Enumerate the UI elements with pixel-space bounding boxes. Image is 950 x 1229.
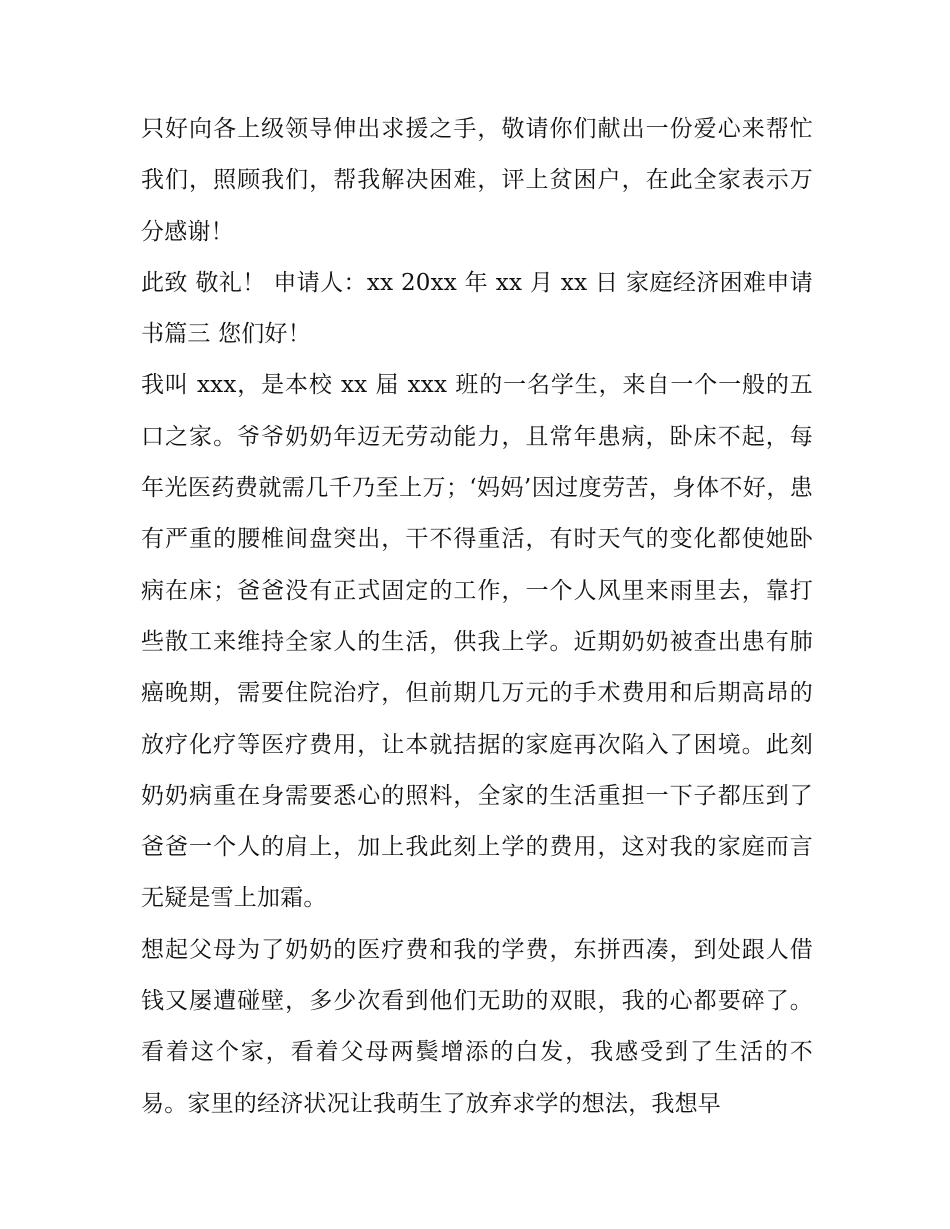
paragraph-parents-hardship: 想起父母为了奶奶的医疗费和我的学费，东拼西凑，到处跟人借钱又屡遭碰壁，多少次看到他们无助的双眼，我的心都要碎了。看着这个家，看着父母两鬓增添的白发，我感受到了生活的不易。家里的经济状况让我萌生了放弃求学的想法，我想早 [141, 936, 813, 1117]
paragraph-family-situation: 我叫 xxx，是本校 xx 届 xxx 班的一名学生，来自一个一般的五口之家。爷爷奶奶年迈无劳动能力，且常年患病，卧床不起，每年光医药费就需几千乃至上万；‘妈妈’因过度劳苦，身体不好，患有严重的腰椎间盘突出，干不得重活，有时天气的变化都使她卧病在床；爸爸没有正式固定的工作，一个人风里来雨里去，靠打些散工来维持全家人的生活，供我上学。近期奶奶被查出患有肺癌晚期，需要住院治疗，但前期几万元的手术费用和后期高昂的放疗化疗等医疗费用，让本就拮据的家庭再次陷入了困境。此刻奶奶病重在身需要悉心的照料，全家的生活重担一下子都压到了爸爸一个人的肩上，加上我此刻上学的费用，这对我的家庭而言无疑是雪上加霜。 [141, 372, 813, 912]
document-body [141, 104, 813, 1130]
paragraph-closing-and-next-heading: 此致 敬礼！ 申请人：xx 20xx 年 xx 月 xx 日 家庭经济困难申请书篇三 您们好！ [141, 269, 813, 348]
paragraph-request-help: 只好向各上级领导伸出求援之手，敬请你们献出一份爱心来帮忙我们，照顾我们，帮我解决困难，评上贫困户，在此全家表示万分感谢！ [141, 116, 813, 245]
